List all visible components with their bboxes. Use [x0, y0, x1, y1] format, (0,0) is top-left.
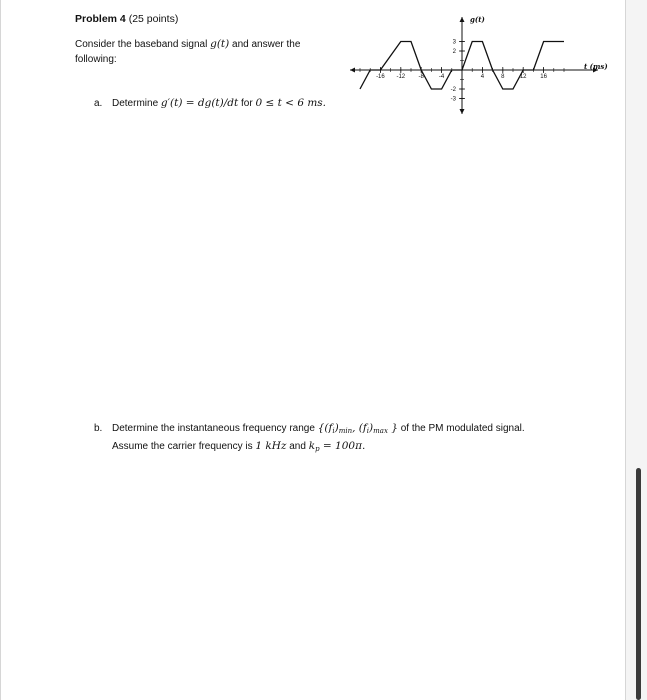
carrier-frequency: 1 kHz	[255, 440, 287, 452]
x-tick-label: -4	[438, 74, 445, 80]
problem-intro	[75, 37, 325, 67]
intro-text-end: and answer the following:	[75, 39, 301, 65]
kp-expression: $k_p = 100\pi$.	[308, 440, 366, 453]
y-tick-label: 2	[452, 49, 456, 55]
x-tick-label: 16	[540, 74, 547, 80]
x-tick-label: -16	[376, 74, 385, 80]
part-b-range: {$(f_i)_{min}$, $(f_i)_{max}$ }	[317, 422, 398, 435]
part-a-text: Determine	[112, 98, 161, 109]
x-tick-label: -8	[418, 74, 424, 80]
part-a-text-mid: for	[238, 98, 256, 109]
part-a-expression: g′(t) = dg(t)/dt	[160, 97, 239, 109]
y-tick-label: -2	[450, 87, 456, 93]
problem-title	[75, 13, 178, 25]
intro-symbol: g(t)	[210, 38, 230, 50]
intro-text: Consider the baseband signal	[75, 39, 211, 50]
x-tick-label: 8	[501, 74, 505, 80]
part-a	[94, 97, 326, 109]
x-tick-label: 12	[519, 74, 527, 80]
part-b-text-end: of the PM modulated signal.	[397, 423, 525, 434]
part-b	[94, 421, 525, 457]
part-a-label: a.	[94, 98, 103, 109]
x-tick-label: 4	[480, 74, 485, 80]
problem-points: (25 points)	[128, 13, 179, 25]
x-axis-label: t (ms)	[584, 62, 608, 71]
problem-number: Problem 4	[75, 13, 126, 25]
part-a-range: 0 ≤ t < 6 ms.	[255, 97, 327, 109]
scrollbar-thumb[interactable]	[636, 468, 641, 700]
y-tick-label: -3	[450, 96, 456, 103]
y-axis-label: g(t)	[470, 15, 485, 24]
part-b-line2: Assume the carrier frequency is 1 kHz and $k_p = 100\pi$.	[112, 440, 366, 453]
part-b-text: Determine the instantaneous frequency range	[112, 423, 318, 434]
y-tick-label: 3	[452, 39, 456, 46]
signal-graph	[340, 12, 610, 120]
part-b-label: b.	[94, 423, 103, 434]
x-tick-label: -12	[396, 74, 406, 80]
